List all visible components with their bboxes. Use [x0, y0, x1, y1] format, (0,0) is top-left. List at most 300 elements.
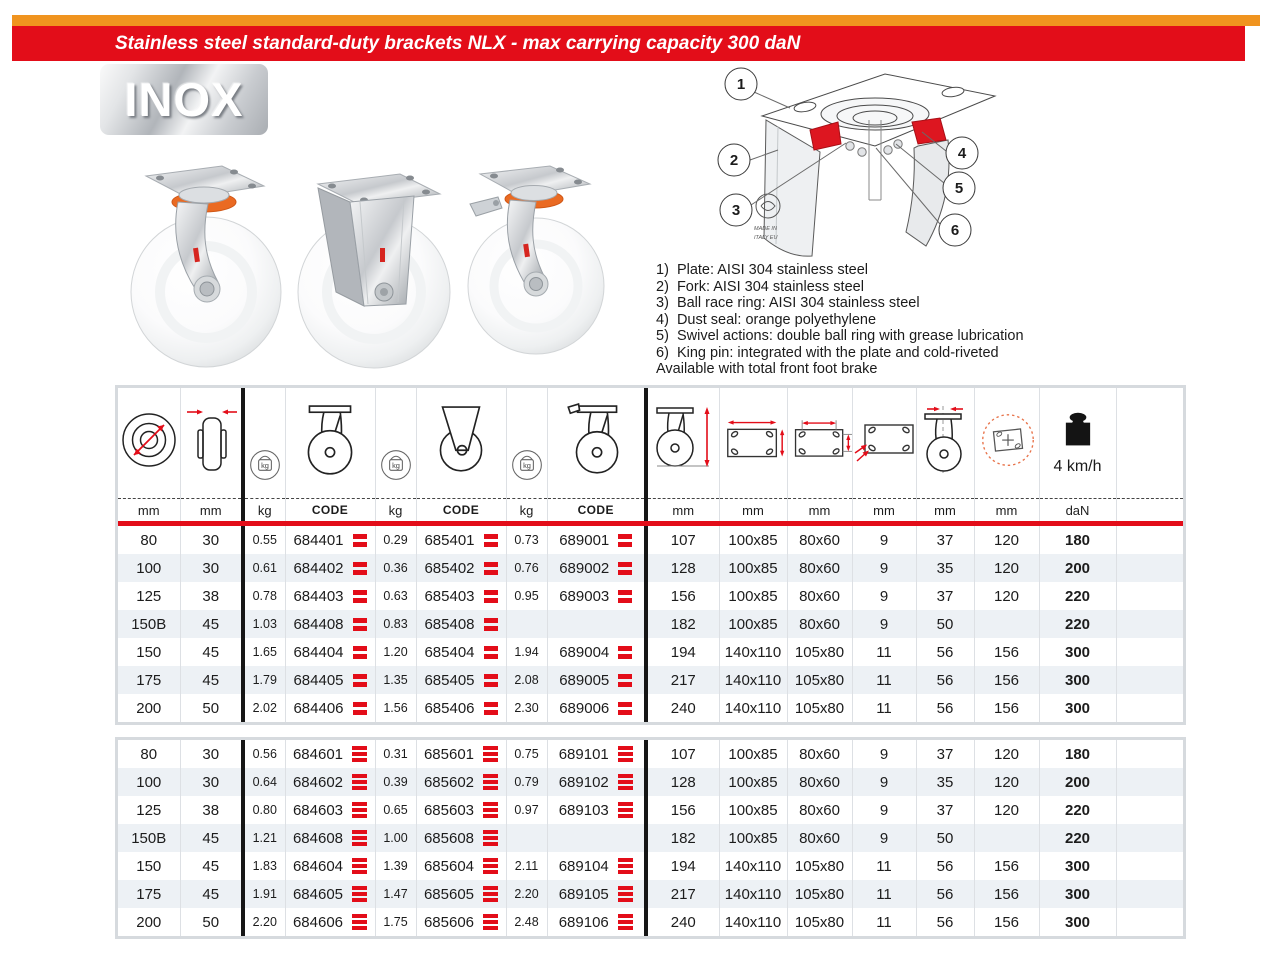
load-capacity-cell: 220	[1039, 824, 1116, 852]
value-cell: 105x80	[787, 880, 852, 908]
value-cell: 35	[916, 768, 974, 796]
table-row	[118, 880, 1183, 908]
value-cell: 1.65	[243, 638, 285, 666]
value-cell: 1.79	[243, 666, 285, 694]
code-value: 689102	[558, 773, 609, 791]
value-cell: 37	[916, 740, 974, 768]
code-cell	[547, 694, 646, 722]
pack-quantity-icon	[483, 914, 498, 930]
value-cell: 80x60	[787, 740, 852, 768]
value-cell: 107	[646, 740, 719, 768]
svg-text:kg: kg	[391, 461, 400, 471]
code-cell	[416, 796, 506, 824]
pack-quantity-icon	[618, 590, 632, 603]
code-value: 684405	[293, 671, 344, 689]
pack-quantity-icon	[618, 802, 633, 818]
availability-note: Available with total front foot brake	[656, 361, 878, 377]
value-cell: 105x80	[787, 852, 852, 880]
code-cell	[416, 880, 506, 908]
code-cell	[416, 582, 506, 610]
code-cell	[547, 610, 646, 638]
value-cell: 100x85	[719, 796, 787, 824]
value-cell: 175	[136, 671, 162, 689]
product-photo-fixed-caster	[298, 174, 450, 368]
value-cell: 80x60	[787, 554, 852, 582]
code-value: 684606	[292, 913, 344, 931]
code-cell	[285, 796, 375, 824]
value-cell: 100x85	[719, 768, 787, 796]
code-value: 685604	[423, 857, 475, 875]
table-row	[118, 524, 1183, 555]
code-cell	[416, 666, 506, 694]
pack-quantity-icon	[618, 774, 633, 790]
value-cell	[1116, 768, 1183, 796]
value-cell	[1116, 582, 1183, 610]
value-cell: 11	[852, 908, 916, 936]
code-cell	[416, 524, 506, 555]
code-value: 689002	[559, 559, 610, 577]
value-cell: 0.95	[506, 582, 547, 610]
hole-spacing-icon	[787, 388, 852, 499]
load-capacity-cell: 300	[1039, 908, 1116, 936]
load-capacity-cell: 300	[1039, 638, 1116, 666]
value-cell: 9	[852, 582, 916, 610]
code-cell	[285, 582, 375, 610]
value-cell: 9	[852, 610, 916, 638]
value-cell: 156	[974, 694, 1039, 722]
pack-quantity-icon	[352, 802, 367, 818]
value-cell: 1.00	[375, 824, 416, 852]
value-cell: 120	[974, 768, 1039, 796]
code-value: 685405	[424, 671, 475, 689]
unit-label: mm	[719, 499, 787, 524]
table-row	[118, 638, 1183, 666]
value-cell: 125	[136, 587, 162, 605]
value-cell: 105x80	[787, 908, 852, 936]
pack-quantity-icon	[483, 774, 498, 790]
pack-quantity-icon	[618, 702, 632, 715]
value-cell: 156	[974, 908, 1039, 936]
code-cell	[547, 908, 646, 936]
value-cell: 80x60	[787, 796, 852, 824]
value-cell: 38	[180, 796, 243, 824]
value-cell: 182	[646, 610, 719, 638]
code-cell	[285, 524, 375, 555]
load-weight-icon	[506, 388, 547, 499]
pack-quantity-icon	[352, 746, 367, 762]
table-row	[118, 796, 1183, 824]
value-cell: 150	[136, 857, 162, 875]
wheel-width-icon	[180, 388, 243, 499]
svg-text:2: 2	[729, 152, 739, 169]
parts-list-item: 1) Plate: AISI 304 stainless steel	[656, 262, 868, 278]
value-cell	[1116, 880, 1183, 908]
code-value: 689106	[558, 913, 609, 931]
value-cell: 50	[916, 610, 974, 638]
value-cell: 30	[180, 740, 243, 768]
pack-quantity-icon	[352, 914, 367, 930]
bolt-hole-diameter-icon	[852, 388, 916, 499]
value-cell: 0.73	[506, 524, 547, 555]
svg-text:MADE IN: MADE IN	[754, 226, 777, 232]
code-value: 684601	[292, 745, 344, 763]
code-value: 684404	[293, 643, 344, 661]
total-height-icon	[646, 388, 719, 499]
units-row	[118, 499, 1183, 524]
value-cell: 200	[136, 913, 162, 931]
value-cell: 150B	[131, 615, 167, 633]
parts-list-item: 3) Ball race ring: AISI 304 stainless steel	[656, 295, 920, 311]
parts-list-item: 2) Fork: AISI 304 stainless steel	[656, 278, 864, 295]
table-row	[118, 666, 1183, 694]
code-value: 684403	[293, 587, 344, 605]
code-cell	[547, 666, 646, 694]
code-cell	[285, 638, 375, 666]
table-row	[118, 852, 1183, 880]
value-cell: 150B	[131, 829, 167, 847]
code-cell	[416, 610, 506, 638]
code-cell	[285, 852, 375, 880]
swivel-offset-icon	[916, 388, 974, 499]
plate-size-icon	[719, 388, 787, 499]
pack-quantity-icon	[618, 914, 633, 930]
table-row	[118, 740, 1183, 768]
pack-quantity-icon	[483, 886, 498, 902]
value-cell	[1116, 824, 1183, 852]
value-cell: 30	[180, 524, 243, 555]
value-cell: 0.78	[243, 582, 285, 610]
code-value: 685401	[424, 531, 475, 549]
value-cell: 120	[974, 796, 1039, 824]
code-value: 685601	[423, 745, 475, 763]
value-cell: 45	[180, 666, 243, 694]
unit-label: mm	[646, 499, 719, 524]
value-cell	[1116, 740, 1183, 768]
value-cell: 0.61	[243, 554, 285, 582]
pack-quantity-icon	[483, 746, 498, 762]
pack-quantity-icon	[483, 830, 498, 846]
value-cell: 56	[916, 880, 974, 908]
value-cell: 9	[852, 740, 916, 768]
value-cell: 56	[916, 666, 974, 694]
code-cell	[285, 694, 375, 722]
table-section-1	[115, 385, 1186, 725]
value-cell: 100x85	[719, 610, 787, 638]
pack-quantity-icon	[352, 858, 367, 874]
value-cell: 182	[646, 824, 719, 852]
unit-label: mm	[787, 499, 852, 524]
value-cell	[974, 824, 1039, 852]
code-cell	[547, 768, 646, 796]
code-value: 685404	[424, 643, 475, 661]
pack-quantity-icon	[484, 562, 498, 575]
svg-text:4: 4	[957, 145, 967, 162]
code-value: 684604	[292, 857, 344, 875]
code-cell	[416, 740, 506, 768]
value-cell: 156	[974, 666, 1039, 694]
code-cell	[547, 880, 646, 908]
value-cell: 9	[852, 768, 916, 796]
code-value: 689004	[559, 643, 610, 661]
value-cell: 156	[974, 852, 1039, 880]
product-tables	[115, 385, 1186, 939]
code-cell	[416, 824, 506, 852]
value-cell: 1.83	[243, 852, 285, 880]
parts-list-item: 6) King pin: integrated with the plate and cold-riveted	[656, 344, 999, 361]
load-capacity-cell: 220	[1039, 796, 1116, 824]
svg-text:kg: kg	[260, 461, 269, 471]
unit-label: mm	[180, 499, 243, 524]
value-cell: 80	[140, 531, 158, 549]
value-cell: 0.80	[243, 796, 285, 824]
value-cell: 45	[180, 880, 243, 908]
value-cell: 140x110	[719, 880, 787, 908]
value-cell: 150	[136, 643, 162, 661]
pack-quantity-icon	[618, 674, 632, 687]
value-cell: 11	[852, 694, 916, 722]
value-cell: 217	[646, 880, 719, 908]
value-cell: 11	[852, 638, 916, 666]
code-cell	[416, 554, 506, 582]
value-cell: 0.75	[506, 740, 547, 768]
svg-text:1: 1	[736, 76, 746, 93]
value-cell: 80	[140, 745, 158, 763]
pack-quantity-icon	[353, 534, 367, 547]
blank-column	[1116, 388, 1183, 499]
code-value: 685608	[423, 829, 475, 847]
load-capacity-cell: 300	[1039, 694, 1116, 722]
value-cell	[506, 610, 547, 638]
value-cell	[1116, 694, 1183, 722]
code-cell	[547, 582, 646, 610]
value-cell: 35	[916, 554, 974, 582]
pack-quantity-icon	[352, 886, 367, 902]
value-cell: 45	[180, 852, 243, 880]
unit-label: CODE	[416, 499, 506, 524]
value-cell: 1.03	[243, 610, 285, 638]
code-value: 684603	[292, 801, 344, 819]
value-cell: 80x60	[787, 768, 852, 796]
unit-label	[1116, 499, 1183, 524]
max-load-speed-icon	[1039, 388, 1116, 499]
value-cell: 2.11	[506, 852, 547, 880]
pack-quantity-icon	[353, 646, 367, 659]
load-weight-icon	[375, 388, 416, 499]
value-cell: 100x85	[719, 554, 787, 582]
value-cell: 11	[852, 852, 916, 880]
value-cell	[974, 610, 1039, 638]
inox-logo: INOX	[100, 64, 268, 135]
code-value: 685603	[423, 801, 475, 819]
parts-list-item: 4) Dust seal: orange polyethylene	[656, 311, 877, 328]
svg-text:kg: kg	[522, 461, 531, 471]
code-value: 689001	[559, 531, 610, 549]
value-cell: 0.36	[375, 554, 416, 582]
value-cell: 56	[916, 908, 974, 936]
pack-quantity-icon	[353, 618, 367, 631]
pack-quantity-icon	[353, 702, 367, 715]
table-section-2	[115, 737, 1186, 939]
code-value: 685602	[423, 773, 475, 791]
value-cell: 1.56	[375, 694, 416, 722]
unit-label: CODE	[547, 499, 646, 524]
load-weight-icon	[243, 388, 285, 499]
pack-quantity-icon	[618, 858, 633, 874]
pack-quantity-icon	[484, 646, 498, 659]
value-cell: 0.56	[243, 740, 285, 768]
value-cell: 194	[646, 638, 719, 666]
pack-quantity-icon	[484, 618, 498, 631]
load-capacity-cell: 220	[1039, 610, 1116, 638]
svg-text:ITALY EU: ITALY EU	[754, 235, 778, 241]
value-cell: 175	[136, 885, 162, 903]
unit-label: daN	[1039, 499, 1116, 524]
load-capacity-cell: 220	[1039, 582, 1116, 610]
swivel-radius-icon	[974, 388, 1039, 499]
value-cell: 100x85	[719, 740, 787, 768]
code-value: 689105	[558, 885, 609, 903]
value-cell	[506, 824, 547, 852]
unit-label: kg	[243, 499, 285, 524]
pack-quantity-icon	[484, 702, 498, 715]
value-cell: 0.63	[375, 582, 416, 610]
value-cell: 128	[646, 768, 719, 796]
value-cell: 45	[180, 638, 243, 666]
value-cell: 80x60	[787, 610, 852, 638]
pack-quantity-icon	[353, 590, 367, 603]
value-cell: 2.08	[506, 666, 547, 694]
code-value: 684406	[293, 699, 344, 717]
value-cell: 0.65	[375, 796, 416, 824]
value-cell: 0.83	[375, 610, 416, 638]
value-cell: 1.35	[375, 666, 416, 694]
unit-label: CODE	[285, 499, 375, 524]
value-cell: 37	[916, 582, 974, 610]
unit-label: mm	[974, 499, 1039, 524]
value-cell: 11	[852, 666, 916, 694]
code-cell	[547, 796, 646, 824]
code-value: 689104	[558, 857, 609, 875]
code-cell	[547, 638, 646, 666]
value-cell: 56	[916, 852, 974, 880]
code-value: 685605	[423, 885, 475, 903]
load-capacity-cell: 300	[1039, 852, 1116, 880]
unit-label: kg	[375, 499, 416, 524]
value-cell: 0.64	[243, 768, 285, 796]
table-row	[118, 908, 1183, 936]
value-cell: 120	[974, 582, 1039, 610]
value-cell: 45	[180, 610, 243, 638]
value-cell: 156	[974, 880, 1039, 908]
value-cell: 0.29	[375, 524, 416, 555]
value-cell: 80x60	[787, 524, 852, 555]
wheel-diameter-icon	[118, 388, 180, 499]
value-cell: 1.20	[375, 638, 416, 666]
value-cell: 2.30	[506, 694, 547, 722]
pack-quantity-icon	[483, 802, 498, 818]
code-value: 689103	[558, 801, 609, 819]
value-cell	[1116, 908, 1183, 936]
load-capacity-cell: 180	[1039, 524, 1116, 555]
code-value: 684402	[293, 559, 344, 577]
value-cell: 56	[916, 694, 974, 722]
value-cell	[1116, 554, 1183, 582]
value-cell: 105x80	[787, 638, 852, 666]
value-cell: 0.31	[375, 740, 416, 768]
code-value: 685406	[424, 699, 475, 717]
value-cell: 30	[180, 768, 243, 796]
column-icons-row	[118, 388, 1183, 499]
speed-label: 4 km/h	[1053, 458, 1102, 475]
load-capacity-cell: 180	[1039, 740, 1116, 768]
table-row	[118, 824, 1183, 852]
value-cell: 140x110	[719, 638, 787, 666]
code-cell	[416, 908, 506, 936]
pack-quantity-icon	[618, 534, 632, 547]
code-value: 684602	[292, 773, 344, 791]
value-cell: 9	[852, 554, 916, 582]
value-cell: 80x60	[787, 824, 852, 852]
pack-quantity-icon	[618, 646, 632, 659]
code-cell	[285, 768, 375, 796]
value-cell: 1.91	[243, 880, 285, 908]
value-cell: 0.55	[243, 524, 285, 555]
swivel-caster-icon	[285, 388, 375, 499]
load-capacity-cell: 200	[1039, 768, 1116, 796]
code-value: 685403	[424, 587, 475, 605]
value-cell: 2.48	[506, 908, 547, 936]
table-row	[118, 768, 1183, 796]
page-title: Stainless steel standard-duty brackets NLX - max carrying capacity 300 daN	[12, 26, 1245, 61]
value-cell: 240	[646, 908, 719, 936]
pack-quantity-icon	[353, 674, 367, 687]
svg-text:6: 6	[950, 222, 960, 239]
fixed-caster-icon	[416, 388, 506, 499]
value-cell: 217	[646, 666, 719, 694]
value-cell: 50	[180, 694, 243, 722]
value-cell: 156	[974, 638, 1039, 666]
swivel-brake-caster-icon	[547, 388, 646, 499]
value-cell: 11	[852, 880, 916, 908]
unit-label: mm	[916, 499, 974, 524]
dust-seal-right	[912, 118, 946, 144]
value-cell: 107	[646, 524, 719, 555]
pack-quantity-icon	[484, 534, 498, 547]
pack-quantity-icon	[484, 674, 498, 687]
value-cell: 37	[916, 524, 974, 555]
code-cell	[416, 638, 506, 666]
table-row	[118, 610, 1183, 638]
code-cell	[285, 554, 375, 582]
value-cell: 100	[136, 773, 162, 791]
code-value: 689006	[559, 699, 610, 717]
value-cell: 120	[974, 524, 1039, 555]
svg-text:3: 3	[731, 202, 741, 219]
cutaway-diagram	[650, 60, 1080, 260]
code-value: 689101	[558, 745, 609, 763]
parts-list	[656, 262, 1024, 378]
table-row	[118, 554, 1183, 582]
code-value: 689003	[559, 587, 610, 605]
code-value: 684401	[293, 531, 344, 549]
pack-quantity-icon	[618, 562, 632, 575]
value-cell: 9	[852, 524, 916, 555]
code-cell	[547, 740, 646, 768]
pack-quantity-icon	[484, 590, 498, 603]
value-cell: 50	[916, 824, 974, 852]
orange-accent-strip	[12, 15, 1260, 26]
value-cell: 2.02	[243, 694, 285, 722]
